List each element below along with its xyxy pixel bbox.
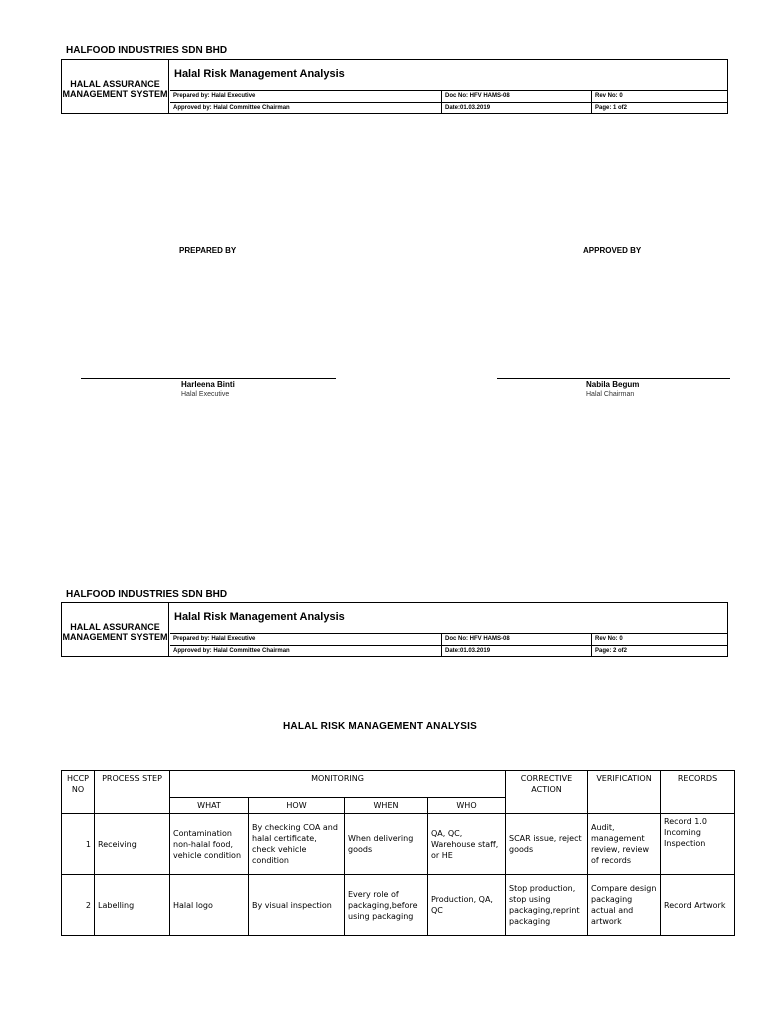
verification-cell: Audit, management review, review of records — [588, 814, 661, 875]
col-header-records: RECORDS — [661, 771, 735, 814]
risk-analysis-table — [61, 770, 735, 936]
header-row-approved — [170, 646, 727, 657]
when-cell: When delivering goods — [345, 814, 428, 875]
col-header-when: WHEN — [345, 798, 428, 814]
table-row — [62, 875, 735, 936]
verification-cell: Compare design packaging actual and artwork — [588, 875, 661, 936]
approved-by: Approved by: Halal Committee Chairman — [170, 646, 442, 657]
rev-no: Rev No: 0 — [595, 636, 623, 642]
document-header — [61, 602, 728, 657]
how-cell: By checking COA and halal certificate, check vehicle condition — [249, 814, 345, 875]
table-header-row — [62, 771, 735, 798]
when-cell: Every role of packaging,before using packaging — [345, 875, 428, 936]
doc-date: Date:01.03.2019 — [442, 103, 592, 114]
who-cell: Production, QA, QC — [428, 875, 506, 936]
document-header — [61, 59, 728, 114]
corrective-action-cell: SCAR issue, reject goods — [506, 814, 588, 875]
prepared-role: Halal Executive — [181, 391, 230, 398]
document-title: Halal Risk Management Analysis — [170, 60, 727, 91]
system-name: HALAL ASSURANCE MANAGEMENT SYSTEM — [62, 60, 169, 113]
col-header-monitoring: MONITORING — [170, 771, 506, 798]
col-header-verification: VERIFICATION — [588, 771, 661, 814]
approved-signature-line — [497, 378, 730, 379]
col-header-how: HOW — [249, 798, 345, 814]
records-cell: Record 1.0 Incoming Inspection — [661, 814, 735, 875]
who-cell: QA, QC, Warehouse staff, or HE — [428, 814, 506, 875]
header-row-prepared — [170, 91, 727, 103]
what-cell: Contamination non-halal food, vehicle condition — [170, 814, 249, 875]
col-header-corrective-action: CORRECTIVE ACTION — [506, 771, 588, 814]
company-name: HALFOOD INDUSTRIES SDN BHD — [66, 45, 228, 56]
how-cell: By visual inspection — [249, 875, 345, 936]
prepared-name: Harleena Binti — [181, 380, 235, 389]
process-step-cell: Labelling — [95, 875, 170, 936]
process-step-cell: Receiving — [95, 814, 170, 875]
approved-name: Nabila Begum — [586, 380, 640, 389]
header-row-approved — [170, 103, 727, 114]
prepared-by-label: PREPARED BY — [179, 246, 237, 255]
corrective-action-cell: Stop production, stop using packaging,reprint packaging — [506, 875, 588, 936]
prepared-signature-line — [81, 378, 336, 379]
col-header-who: WHO — [428, 798, 506, 814]
page-number: Page: 1 of2 — [595, 105, 628, 111]
doc-date: Date:01.03.2019 — [442, 646, 592, 657]
approved-by-label: APPROVED BY — [583, 246, 642, 255]
prepared-by: Prepared by: Halal Executive — [170, 634, 442, 645]
company-name: HALFOOD INDUSTRIES SDN BHD — [66, 589, 228, 600]
what-cell: Halal logo — [170, 875, 249, 936]
prepared-by: Prepared by: Halal Executive — [170, 91, 442, 102]
hccp-no-cell: 1 — [62, 814, 95, 875]
table-row — [62, 814, 735, 875]
records-cell: Record Artwork — [661, 875, 735, 936]
col-header-process-step: PROCESS STEP — [95, 771, 170, 814]
approved-by: Approved by: Halal Committee Chairman — [170, 103, 442, 114]
analysis-title: HALAL RISK MANAGEMENT ANALYSIS — [283, 721, 477, 732]
rev-no: Rev No: 0 — [595, 93, 623, 99]
approved-role: Halal Chairman — [586, 391, 635, 398]
hccp-no-cell: 2 — [62, 875, 95, 936]
col-header-hccp-no: HCCP NO — [62, 771, 95, 814]
system-name: HALAL ASSURANCE MANAGEMENT SYSTEM — [62, 603, 169, 656]
header-row-prepared — [170, 634, 727, 646]
page-number: Page: 2 of2 — [595, 648, 628, 654]
doc-no: Doc No: HFV HAMS-08 — [442, 634, 592, 645]
doc-no: Doc No: HFV HAMS-08 — [442, 91, 592, 102]
document-title: Halal Risk Management Analysis — [170, 603, 727, 634]
col-header-what: WHAT — [170, 798, 249, 814]
